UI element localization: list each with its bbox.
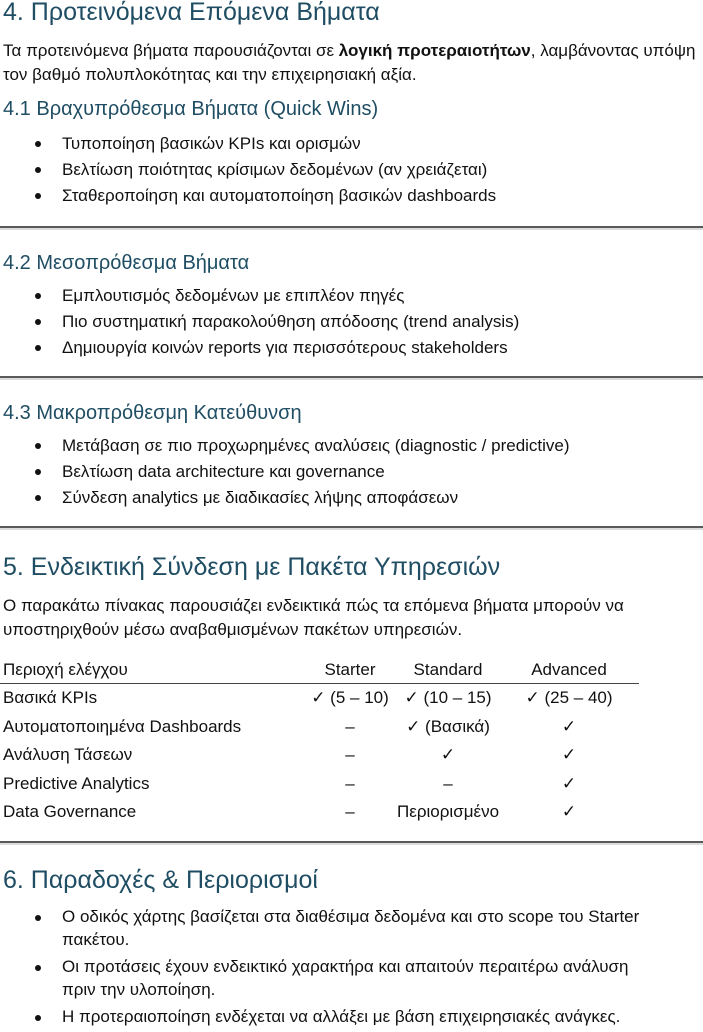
divider <box>0 376 703 380</box>
table-cell: ✓ <box>561 802 577 822</box>
column-header-advanced: Advanced <box>499 656 639 684</box>
list-item <box>0 335 700 361</box>
section-4-1-heading: 4.1 Βραχυπρόθεσμα Βήματα (Quick Wins) <box>3 98 379 120</box>
quick-wins-list <box>0 131 700 209</box>
list-item <box>0 309 700 335</box>
table-cell: ✓ <box>561 745 577 765</box>
list-item-text: Πιο συστηματική παρακολούθηση απόδοσης (trend analysis) <box>62 312 520 331</box>
table-row <box>0 741 639 770</box>
table-cell: ✓ <box>440 745 456 765</box>
bullet-icon <box>35 495 41 501</box>
bullet-icon <box>35 141 41 147</box>
table-cell: Predictive Analytics <box>3 773 150 793</box>
bullet-icon <box>35 167 41 173</box>
bullet-icon <box>35 319 41 325</box>
list-item-text: Σύνδεση analytics με διαδικασίες λήψης αποφάσεων <box>62 488 459 507</box>
column-header-area: Περιοχή ελέγχου <box>0 656 303 684</box>
list-item <box>0 433 700 459</box>
table-row <box>0 713 639 742</box>
list-item <box>0 905 700 951</box>
list-item <box>0 485 700 511</box>
bullet-icon <box>35 965 41 971</box>
table-cell: Αυτοματοποιημένα Dashboards <box>3 716 242 736</box>
bullet-icon <box>35 193 41 199</box>
table-cell: – <box>345 716 355 736</box>
bullet-icon <box>35 345 41 351</box>
section-5-heading: 5. Ενδεικτική Σύνδεση με Πακέτα Υπηρεσιών <box>3 553 501 581</box>
bullet-icon <box>35 293 41 299</box>
intro-text-continued: , λαμβάνοντας υπόψη τον βαθμό πολυπλοκότητας και την επιχειρησιακή αξία. <box>3 41 696 84</box>
section-5-intro: Ο παρακάτω πίνακας παρουσιάζει ενδεικτικά πώς τα επόμενα βήματα μπορούν να υποστηριχθούν μέσω αναβαθμισμένων πακέτων υπηρεσιών. <box>3 596 624 639</box>
section-4-3-heading: 4.3 Μακροπρόθεσμη Κατεύθυνση <box>3 402 302 424</box>
bullet-icon <box>35 469 41 475</box>
list-item-text: Τυποποίηση βασικών KPIs και ορισμών <box>62 134 361 153</box>
list-item-text: Σταθεροποίηση και αυτοματοποίηση βασικών dashboards <box>62 186 497 205</box>
table-cell: Data Governance <box>3 802 137 822</box>
divider <box>0 841 703 845</box>
table-cell: Ανάλυση Τάσεων <box>3 745 133 765</box>
table-cell: Βασικά KPIs <box>3 688 98 708</box>
list-item-text: Οι προτάσεις έχουν ενδεικτικό χαρακτήρα και απαιτούν περαιτέρω ανάλυση πριν την υλοποίηση. <box>62 957 629 999</box>
table-row <box>0 684 639 713</box>
list-item-text: Βελτίωση ποιότητας κρίσιμων δεδομένων (αν χρειάζεται) <box>62 160 488 179</box>
table-cell: ✓ <box>561 716 577 736</box>
section-4-intro <box>3 39 703 87</box>
table-header-row <box>0 656 639 684</box>
table-cell: – <box>345 745 355 765</box>
bullet-icon <box>35 915 41 921</box>
list-item-text: Μετάβαση σε πιο προχωρημένες αναλύσεις (diagnostic / predictive) <box>62 436 570 455</box>
list-item <box>0 183 700 209</box>
table-cell: ✓ (Βασικά) <box>406 716 490 736</box>
bullet-icon <box>35 443 41 449</box>
packages-table <box>0 656 639 827</box>
long-term-list <box>0 433 700 511</box>
table-row <box>0 770 639 799</box>
section-4-heading: 4. Προτεινόμενα Επόμενα Βήματα <box>3 0 380 26</box>
intro-text: Τα προτεινόμενα βήματα παρουσιάζονται σε <box>3 41 339 60</box>
assumptions-list <box>0 905 700 1032</box>
intro-emphasis: λογική προτεραιοτήτων <box>338 41 531 60</box>
list-item <box>0 1005 700 1028</box>
mid-term-list <box>0 283 700 361</box>
column-header-starter: Starter <box>303 656 397 684</box>
table-cell: ✓ <box>561 773 577 793</box>
table-cell: ✓ (25 – 40) <box>525 688 613 708</box>
list-item <box>0 459 700 485</box>
column-header-standard: Standard <box>397 656 499 684</box>
list-item <box>0 283 700 309</box>
divider <box>0 226 703 230</box>
section-4-2-heading: 4.2 Μεσοπρόθεσμα Βήματα <box>3 252 250 274</box>
list-item-text: Βελτίωση data architecture και governance <box>62 462 385 481</box>
table-row <box>0 798 639 827</box>
table-cell: – <box>443 773 453 793</box>
list-item <box>0 157 700 183</box>
table-cell: ✓ (10 – 15) <box>404 688 492 708</box>
list-item-text: Ο οδικός χάρτης βασίζεται στα διαθέσιμα δεδομένα και στο scope του Starter πακέτου. <box>62 907 640 949</box>
table-cell: – <box>345 802 355 822</box>
bullet-icon <box>35 1015 41 1021</box>
section-6-heading: 6. Παραδοχές & Περιορισμοί <box>3 866 318 894</box>
list-item <box>0 131 700 157</box>
divider <box>0 526 703 530</box>
list-item-text: Εμπλουτισμός δεδομένων με επιπλέον πηγές <box>62 286 405 305</box>
table-cell: Περιορισμένο <box>397 802 500 822</box>
list-item-text: Δημιουργία κοινών reports για περισσότερους stakeholders <box>62 338 508 357</box>
list-item-text: Η προτεραιοποίηση ενδέχεται να αλλάξει με βάση επιχειρησιακές ανάγκες. <box>62 1007 621 1026</box>
table-cell: ✓ (5 – 10) <box>311 688 389 708</box>
table-cell: – <box>345 773 355 793</box>
list-item <box>0 955 700 1001</box>
